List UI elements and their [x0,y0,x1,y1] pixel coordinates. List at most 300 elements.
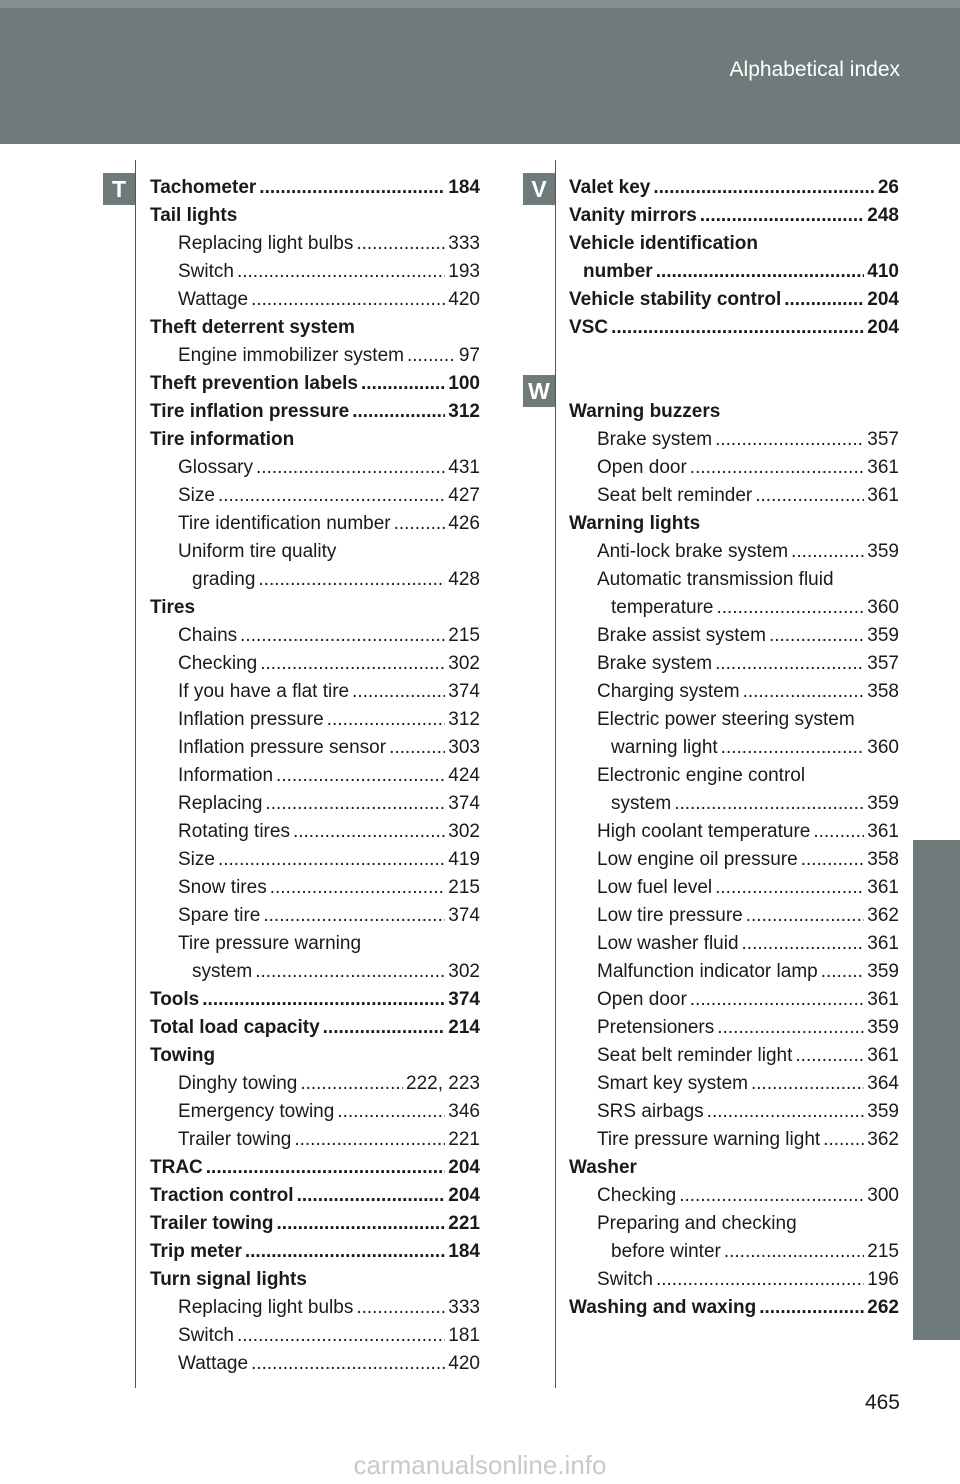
index-entry [150,961,480,989]
index-entry [569,737,899,765]
index-entry-text: Checking [178,653,258,674]
dot-leader [769,625,864,647]
index-entry-text: Preparing and checking [597,1213,797,1234]
index-entry-page: 364 [867,1073,899,1094]
index-entry-text: Traction control [150,1185,294,1206]
index-entry [569,625,899,653]
dot-leader [218,485,445,507]
column-rule-left [135,160,136,1388]
dot-leader [294,1129,445,1151]
index-entry-page: 361 [867,1045,899,1066]
index-entry-text: Size [178,485,215,506]
index-entry-text: Brake system [597,429,713,450]
index-entry [150,1297,480,1325]
index-entry [150,345,480,373]
index-entry-page: 215 [867,1241,899,1262]
index-entry-text: If you have a flat tire [178,681,350,702]
index-entry [569,233,899,261]
index-entry-text: Switch [178,1325,234,1346]
index-entry-text: Low washer fluid [597,933,739,954]
index-entry-page: 361 [867,877,899,898]
index-entry [569,877,899,905]
index-entry-text: Turn signal lights [150,1269,307,1290]
index-entry [569,1269,899,1297]
index-entry-text: Malfunction indicator lamp [597,961,818,982]
dot-leader [801,849,865,871]
index-entry-text: grading [192,569,256,590]
index-entry-text: Switch [178,261,234,282]
index-entry-text: Warning buzzers [569,401,721,422]
index-entry-page: 222, 223 [406,1073,480,1094]
index-entry-page: 359 [867,1101,899,1122]
index-entry [150,877,480,905]
index-entry [569,513,899,541]
index-entry [569,429,899,457]
index-entry [569,569,899,597]
dot-leader [293,821,445,843]
index-entry [150,765,480,793]
dot-leader [721,737,865,759]
index-entry [569,905,899,933]
index-entry [569,1297,899,1325]
dot-leader [256,457,445,479]
index-entry-page: 374 [448,681,480,702]
index-entry-page: 358 [867,681,899,702]
dot-leader [297,1185,446,1207]
dot-leader [656,1269,864,1291]
index-entry-page: 424 [448,765,480,786]
index-entry-page: 184 [448,1241,480,1262]
index-entry-text: Smart key system [597,1073,748,1094]
index-entry [150,1073,480,1101]
index-entry [150,1325,480,1353]
index-entry-text: Theft deterrent system [150,317,355,338]
index-entry [150,933,480,961]
index-entry-text: Tail lights [150,205,238,226]
dot-leader [823,1129,864,1151]
index-entry-page: 374 [448,793,480,814]
index-entry [569,681,899,709]
index-entry-text: Anti-lock brake system [597,541,789,562]
index-spacer [569,345,899,373]
index-entry-text: Trailer towing [150,1213,274,1234]
dot-leader [751,1073,864,1095]
index-entry [569,597,899,625]
dot-leader [813,821,864,843]
index-entry [569,933,899,961]
index-entry [150,709,480,737]
index-entry [569,709,899,737]
page-number: 465 [864,1391,900,1414]
letter-badge-w: W [523,375,555,407]
index-entry-text: Brake system [597,653,713,674]
dot-leader [784,289,864,311]
index-entry-text: Automatic transmission fluid [597,569,834,590]
index-entry-page: 333 [448,233,480,254]
dot-leader [724,1241,864,1263]
dot-leader [237,1325,445,1347]
index-entry-text: Inflation pressure [178,709,324,730]
index-entry-text: system [611,793,672,814]
index-entry-text: Inflation pressure sensor [178,737,387,758]
index-entry [569,541,899,569]
index-entry [150,513,480,541]
index-entry [569,177,899,205]
index-entry [569,1241,899,1269]
index-entry-text: Rotating tires [178,821,290,842]
index-entry [569,1017,899,1045]
dot-leader [690,989,865,1011]
index-entry [150,1017,480,1045]
index-entry [569,961,899,989]
index-entry-text: Tire information [150,429,295,450]
index-entry-page: 361 [867,821,899,842]
index-entry [150,177,480,205]
dot-leader [356,233,445,255]
index-entry-text: before winter [611,1241,721,1262]
header-title: Alphabetical index [729,58,900,81]
dot-leader [258,569,445,591]
index-entry-text: Vanity mirrors [569,205,697,226]
index-entry-text: Seat belt reminder light [597,1045,793,1066]
index-entry-text: Replacing light bulbs [178,233,354,254]
index-entry [150,737,480,765]
index-entry [150,373,480,401]
dot-leader [407,345,456,367]
watermark-text: carmanualsonline.info [353,1450,607,1480]
index-entry [569,261,899,289]
index-entry-text: Electronic engine control [597,765,806,786]
index-entry [569,849,899,877]
index-entry [150,1241,480,1269]
index-entry-text: Open door [597,989,687,1010]
index-entry-text: Low tire pressure [597,905,743,926]
index-column-right [569,177,899,1325]
index-column-left [150,177,480,1381]
index-entry-page: 361 [867,457,899,478]
index-entry-text: Spare tire [178,905,261,926]
dot-leader [791,541,864,563]
index-entry [150,1157,480,1185]
dot-leader [245,1241,445,1263]
index-entry [150,1269,480,1297]
index-entry-text: Trip meter [150,1241,242,1262]
dot-leader [700,205,865,227]
index-entry [569,205,899,233]
index-entry-text: Trailer towing [178,1129,292,1150]
dot-leader [653,177,875,199]
index-entry-text: Tire identification number [178,513,391,534]
index-entry [150,261,480,289]
index-entry-text: Pretensioners [597,1017,715,1038]
index-entry-page: 431 [448,457,480,478]
dot-leader [795,1045,864,1067]
index-entry-page: 184 [448,177,480,198]
index-entry [150,569,480,597]
dot-leader [656,261,865,283]
index-entry-page: 361 [867,989,899,1010]
index-entry-page: 204 [867,289,899,310]
index-entry [150,1129,480,1157]
column-rule-right [555,160,556,1388]
index-entry-text: system [192,961,253,982]
index-entry [150,401,480,429]
index-entry-text: Tire pressure warning light [597,1129,821,1150]
index-entry-page: 333 [448,1297,480,1318]
page-header [0,0,960,144]
index-entry-page: 410 [867,261,899,282]
index-entry [569,1185,899,1213]
dot-leader [356,1297,445,1319]
index-entry-text: Chains [178,625,238,646]
index-entry [150,1101,480,1129]
index-entry-page: 346 [448,1101,480,1122]
dot-leader [707,1101,865,1123]
index-entry [150,485,480,513]
index-entry-text: Tools [150,989,200,1010]
index-entry [150,821,480,849]
index-entry-text: Engine immobilizer system [178,345,404,366]
index-entry [150,233,480,261]
index-entry-page: 214 [448,1017,480,1038]
index-entry-text: Charging system [597,681,740,702]
index-entry [150,905,480,933]
index-entry [150,989,480,1017]
dot-leader [327,709,446,731]
index-entry-text: Tachometer [150,177,257,198]
dot-leader [277,1213,446,1235]
index-entry-text: Towing [150,1045,216,1066]
dot-leader [755,485,864,507]
dot-leader [352,681,445,703]
index-entry-page: 420 [448,289,480,310]
index-entry-page: 359 [867,793,899,814]
index-entry [569,401,899,429]
dot-leader [389,737,445,759]
dot-leader [715,429,864,451]
index-entry-text: number [583,261,653,282]
dot-leader [270,877,446,899]
dot-leader [218,849,445,871]
index-entry-page: 204 [448,1185,480,1206]
index-entry-text: Tire pressure warning [178,933,362,954]
dot-leader [206,1157,446,1179]
index-entry [569,1213,899,1241]
index-entry-text: Vehicle stability control [569,289,782,310]
index-entry-page: 312 [448,709,480,730]
index-entry-text: Low engine oil pressure [597,849,798,870]
dot-leader [255,961,445,983]
index-entry-text: Open door [597,457,687,478]
dot-leader [337,1101,445,1123]
index-entry-page: 221 [448,1213,480,1234]
index-entry-page: 361 [867,933,899,954]
index-entry-text: Wattage [178,289,249,310]
index-entry-page: 359 [867,625,899,646]
index-entry-page: 419 [448,849,480,870]
dot-leader [323,1017,446,1039]
dot-leader [276,765,445,787]
index-entry-page: 427 [448,485,480,506]
dot-leader [352,401,445,423]
dot-leader [715,653,864,675]
index-entry-page: 359 [867,1017,899,1038]
index-entry-text: Seat belt reminder [597,485,753,506]
index-entry [569,1129,899,1157]
dot-leader [759,1297,864,1319]
index-entry-page: 362 [867,905,899,926]
dot-leader [742,933,865,955]
index-entry [569,1101,899,1129]
index-entry-page: 357 [867,653,899,674]
letter-badge-t: T [103,173,135,205]
index-entry [569,1157,899,1185]
index-entry-text: Glossary [178,457,253,478]
index-entry-page: 302 [448,653,480,674]
index-entry-text: Tire inflation pressure [150,401,350,422]
index-entry [569,289,899,317]
index-entry-page: 204 [448,1157,480,1178]
index-entry-text: Theft prevention labels [150,373,358,394]
index-entry [150,541,480,569]
index-entry-text: SRS airbags [597,1101,704,1122]
dot-leader [690,457,865,479]
index-entry-page: 420 [448,1353,480,1374]
index-entry-page: 361 [867,485,899,506]
index-entry [150,653,480,681]
index-entry-page: 181 [448,1325,480,1346]
dot-leader [237,261,445,283]
index-entry-text: VSC [569,317,609,338]
index-entry-page: 374 [448,989,480,1010]
index-entry [150,317,480,345]
dot-leader [821,961,865,983]
index-entry [150,1185,480,1213]
dot-leader [240,625,445,647]
dot-leader [202,989,445,1011]
index-spacer [569,373,899,401]
dot-leader [679,1185,864,1207]
index-entry-page: 359 [867,541,899,562]
dot-leader [611,317,864,339]
header-band [0,0,960,8]
index-entry [569,1073,899,1101]
dot-leader [266,793,446,815]
index-entry [569,457,899,485]
index-entry-text: Total load capacity [150,1017,320,1038]
index-entry-page: 204 [867,317,899,338]
index-entry-page: 360 [867,597,899,618]
index-entry-text: Replacing [178,793,263,814]
index-entry-page: 215 [448,877,480,898]
index-entry [150,429,480,457]
dot-leader [300,1073,403,1095]
index-entry-text: Size [178,849,215,870]
index-entry-page: 262 [867,1297,899,1318]
index-entry-page: 248 [867,205,899,226]
index-entry-text: TRAC [150,1157,203,1178]
dot-leader [263,905,445,927]
index-entry-text: Snow tires [178,877,267,898]
index-entry [569,821,899,849]
index-entry-text: High coolant temperature [597,821,811,842]
index-entry-text: Washing and waxing [569,1297,757,1318]
index-entry-page: 300 [867,1185,899,1206]
index-entry-text: temperature [611,597,714,618]
index-entry-text: Washer [569,1157,637,1178]
index-entry-page: 193 [448,261,480,282]
index-entry-text: Dinghy towing [178,1073,298,1094]
index-entry-text: Replacing light bulbs [178,1297,354,1318]
index-entry [150,793,480,821]
index-entry [569,653,899,681]
index-entry-text: Switch [597,1269,653,1290]
index-entry-text: Warning lights [569,513,701,534]
dot-leader [251,1353,445,1375]
index-entry [150,1045,480,1073]
index-entry-text: Uniform tire quality [178,541,337,562]
index-entry-text: Vehicle identification [569,233,758,254]
index-entry-text: Low fuel level [597,877,713,898]
index-entry [150,1353,480,1381]
dot-leader [251,289,445,311]
index-entry [569,765,899,793]
dot-leader [715,877,864,899]
index-entry-text: Wattage [178,1353,249,1374]
index-entry [569,317,899,345]
index-entry [150,625,480,653]
index-entry [150,1213,480,1241]
index-entry [150,597,480,625]
index-entry-text: warning light [611,737,718,758]
index-entry-page: 426 [448,513,480,534]
index-entry-page: 215 [448,625,480,646]
index-entry [150,289,480,317]
index-entry-text: Electric power steering system [597,709,855,730]
index-entry [569,485,899,513]
index-entry-page: 357 [867,429,899,450]
index-entry-page: 100 [448,373,480,394]
index-entry-page: 374 [448,905,480,926]
index-entry-page: 303 [448,737,480,758]
index-entry-page: 362 [867,1129,899,1150]
dot-leader [361,373,445,395]
dot-leader [259,177,445,199]
index-entry-page: 196 [867,1269,899,1290]
index-entry-text: Checking [597,1185,677,1206]
index-entry-text: Valet key [569,177,651,198]
dot-leader [746,905,865,927]
dot-leader [743,681,865,703]
index-entry-page: 358 [867,849,899,870]
index-entry-page: 428 [448,569,480,590]
index-entry-text: Tires [150,597,196,618]
index-entry-page: 312 [448,401,480,422]
index-entry-page: 221 [448,1129,480,1150]
index-entry [569,1045,899,1073]
index-entry-page: 360 [867,737,899,758]
dot-leader [260,653,445,675]
index-entry [150,681,480,709]
index-entry [569,989,899,1017]
index-entry-page: 97 [458,345,480,366]
index-entry-page: 359 [867,961,899,982]
index-entry-page: 26 [877,177,899,198]
section-thumb-tab [913,840,960,1340]
dot-leader [716,597,864,619]
index-entry [150,205,480,233]
index-entry [150,457,480,485]
